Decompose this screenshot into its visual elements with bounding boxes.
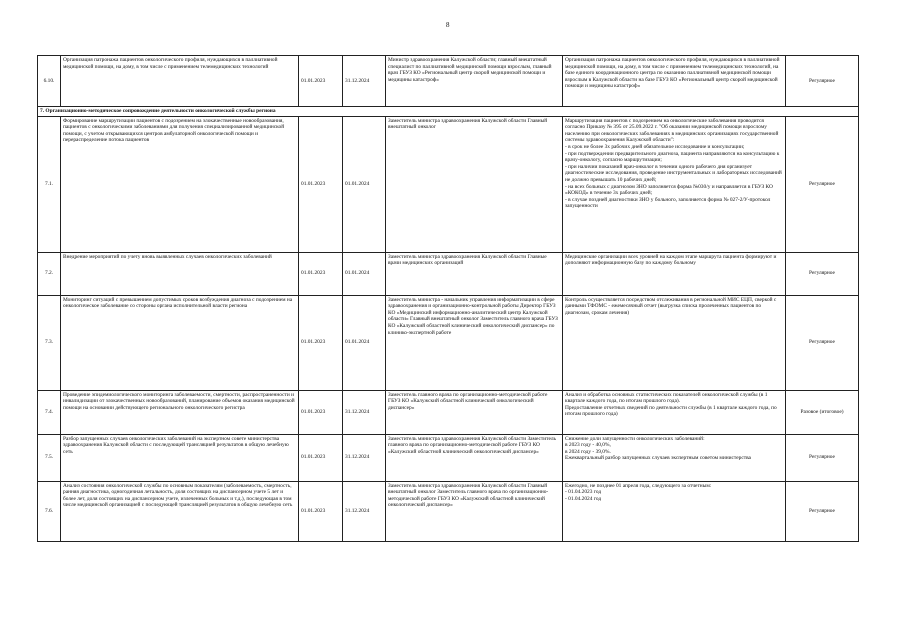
result-line: Организация патронажа пациентов онкологического профиля, нуждающихся в паллиативной медицинской помощи, на дому, в том числе с применением телемедицинских технологий, на базе единого координационного центра по оказанию паллиативной медицинской помощи взрослым в Калужской области на базе ГБУЗ КО «Региональный центр скорой медицинской помощи и медицины катастроф» <box>565 57 780 90</box>
action-plan-table <box>37 55 859 542</box>
result-cell <box>563 481 786 541</box>
start-date: 01.01.2023 <box>299 295 343 390</box>
result-line: в 2023 году - 40,0%, <box>565 442 611 449</box>
result-line: Ежеквартальный разбор запущенных случаев экспертным советом министерства <box>565 455 751 462</box>
start-date: 01.01.2023 <box>299 56 343 107</box>
result-cell <box>563 295 786 390</box>
result-cell <box>563 434 786 481</box>
start-date: 01.01.2023 <box>299 116 343 252</box>
end-date: 01.01.2024 <box>343 295 386 390</box>
table-row <box>38 252 859 295</box>
result-line: - 01.04.2024 год <box>565 495 602 502</box>
row-number: 6.10. <box>38 56 61 107</box>
task-cell: Мониторинг ситуаций с превышением допустимых сроков возбуждения диагноза с подозрением на онкологическое заболевание со стороны органа исполнительной власти региона <box>61 295 299 390</box>
row-number: 7.4. <box>38 390 61 434</box>
row-number: 7.5. <box>38 434 61 481</box>
table-row <box>38 56 859 107</box>
result-line: - в срок не более 3х рабочих дней обязательное исследование и консультации; <box>565 143 745 150</box>
result-line: Маршрутизация пациентов с подозрением на онкологические заболевания проводится согласно Приказу № 395 от 25.09.2022 г. "Об оказании медицинской помощи взрослому населению при онкологических заболеваниях в медицинских организациях государственной системы здравоохранения Калужской области": <box>565 117 779 144</box>
table-row <box>38 295 859 390</box>
task-cell: Внедрение мероприятий по учету вновь выявленных случаев онкологических заболеваний <box>61 252 299 295</box>
result-cell <box>563 116 786 252</box>
start-date: 01.01.2023 <box>299 252 343 295</box>
result-line: - 01.04.2023 год <box>565 489 602 496</box>
task-cell: Формирование маршрутизации пациентов с подозрением на злокачественные новообразования, пациентов с онкологическими заболеваниями для получения специализированной медицинской помощи, с учетом открывающихся центров амбулаторной онкологической помощи и перераспределение потока пациентов <box>61 116 299 252</box>
task-cell: Разбор запущенных случаев онкологических заболеваний на экспертном совете министерства здравоохранения Калужской области с последующей трансляцией результатов в общую лечебную сеть <box>61 434 299 481</box>
responsible-cell: Заместитель министра здравоохранения Калужской области Главные врачи медицинских организаций <box>386 252 563 295</box>
end-date: 01.01.2024 <box>343 116 386 252</box>
section-title: 7. Организационно-методическое сопровождение деятельности онкологической службы региона <box>38 107 859 117</box>
task-cell: Проведение эпидемиологического мониторинга заболеваемости, смертности, распространенности и инвалидизации от злокачественных новообразований, планирование объемов оказания медицинской помощи на основании действующего регионального онкологического регистра <box>61 390 299 434</box>
responsible-cell: Заместитель министра - начальник управления информатизации в сфере здравоохранения и организационно-контрольной работы Директор ГБУЗ КО «Медицинский информационно-аналитический центр Калужской области» Главный внештатный онколог Заместитель главного врача ГБУЗ КО «Калужский областной клинический онкологический диспансер» по клинико-экспертной работе <box>386 295 563 390</box>
result-line: - на всех больных с диагнозом ЗНО заполняется форма №030/у и направляется в ГБУЗ КО «КОКОД» в течение 3х рабочих дней; <box>565 183 773 197</box>
event-type: Регулярное <box>786 434 859 481</box>
task-cell: Организация патронажа пациентов онкологического профиля, нуждающихся в паллиативной медицинской помощи, на дому, в том числе с применением телемедицинских технологий <box>61 56 299 107</box>
row-number: 7.3. <box>38 295 61 390</box>
event-type: Регулярное <box>786 116 859 252</box>
event-type: Регулярное <box>786 295 859 390</box>
result-cell <box>563 56 786 107</box>
result-line: - при подтверждении предварительного диагноза, пациента направляются на консультацию к врачу-онкологу, согласно маршрутизации; <box>565 150 780 164</box>
task-cell: Анализ состояния онкологической службы по основным показателям (заболеваемость, смертность, ранняя диагностика, одногодичная летальность, доля состоящих на диспансерном учете 5 лет и более лет, доля состоящих на диспансерном учете, излеченных больных и т.д.), последующая в том числе медицинской организацией с последующей трансляцией результатов в общую лечебную сеть <box>61 481 299 541</box>
start-date: 01.01.2023 <box>299 434 343 481</box>
event-type: Регулярное <box>786 56 859 107</box>
responsible-cell: Заместитель главного врача по организационно-методической работе ГБУЗ КО «Калужский областной клинический онкологический диспансер» <box>386 390 563 434</box>
end-date: 31.12.2024 <box>343 56 386 107</box>
result-line: Снижение доли запущенности онкологических заболеваний: <box>565 435 705 442</box>
row-number: 7.2. <box>38 252 61 295</box>
row-number: 7.6. <box>38 481 61 541</box>
table-row <box>38 434 859 481</box>
responsible-cell: Заместитель министра здравоохранения Калужской области Заместитель главного врача по организационно-методической работе ГБУЗ КО «Калужский областной клинический онкологический диспансер» <box>386 434 563 481</box>
end-date: 01.01.2024 <box>343 252 386 295</box>
start-date: 01.01.2023 <box>299 390 343 434</box>
end-date: 31.12.2024 <box>343 390 386 434</box>
event-type: Разовое (итоговое) <box>786 390 859 434</box>
event-type: Регулярное <box>786 481 859 541</box>
table-row <box>38 390 859 434</box>
result-line: - при наличии показаний врач-онколог в течении одного рабочего дня организует диагностические исследования, проведение инструментальных и лабораторных исследований не должно превышать 10 рабочих дней; <box>565 163 782 183</box>
event-type: Регулярное <box>786 252 859 295</box>
result-cell <box>563 252 786 295</box>
result-line: в 2024 году - 39,0%. <box>565 448 611 455</box>
result-line: Ежегодно, не позднее 01 апреля года, следующего за отчетным: <box>565 482 712 489</box>
table-body <box>38 56 859 542</box>
result-line: Медицинские организации всех уровней на каждом этапе маршрута пациента формируют и дополняют информационную базу по каждому больному <box>565 253 777 267</box>
page-number: 8 <box>446 21 450 29</box>
end-date: 31.12.2024 <box>343 481 386 541</box>
table-row <box>38 116 859 252</box>
section-header-row <box>38 107 859 117</box>
result-cell <box>563 390 786 434</box>
end-date: 31.12.2024 <box>343 434 386 481</box>
row-number: 7.1. <box>38 116 61 252</box>
result-line: Анализ и обработка основных статистических показателей онкологической службы (в 1 квартале каждого года, по итогам прошлого года). <box>565 391 768 405</box>
result-line: Предоставление отчетных сведений по деятельности службы (в 1 квартале каждого года, по итогам прошлого года) <box>565 404 777 418</box>
result-line: - в случае поздней диагностики ЗНО у больного, заполняется форма № 027-2/У-протокол запущенности <box>565 196 771 210</box>
responsible-cell: Заместитель министра здравоохранения Калужской области Главный внештатный онколог Заместитель главного врача по организационно-методической работе ГБУЗ КО «Калужский областной клинический онкологический диспансер» <box>386 481 563 541</box>
start-date: 01.01.2023 <box>299 481 343 541</box>
table-row <box>38 481 859 541</box>
responsible-cell: Министр здравоохранения Калужской области; главный внештатный специалист по паллиативной медицинской помощи взрослым, главный врач ГБУЗ КО «Региональный центр скорой медицинской помощи и медицины катастроф» <box>386 56 563 107</box>
result-line: Контроль осуществляется посредством отслеживания в региональной МИС ЕЦП, сверкой с данными ТФОМС - ежемесячный отчет (выгрузка списка пролеченных пациентов по диагнозам, срокам лечения) <box>565 296 777 316</box>
responsible-cell: Заместитель министра здравоохранения Калужской области Главный внештатный онколог <box>386 116 563 252</box>
